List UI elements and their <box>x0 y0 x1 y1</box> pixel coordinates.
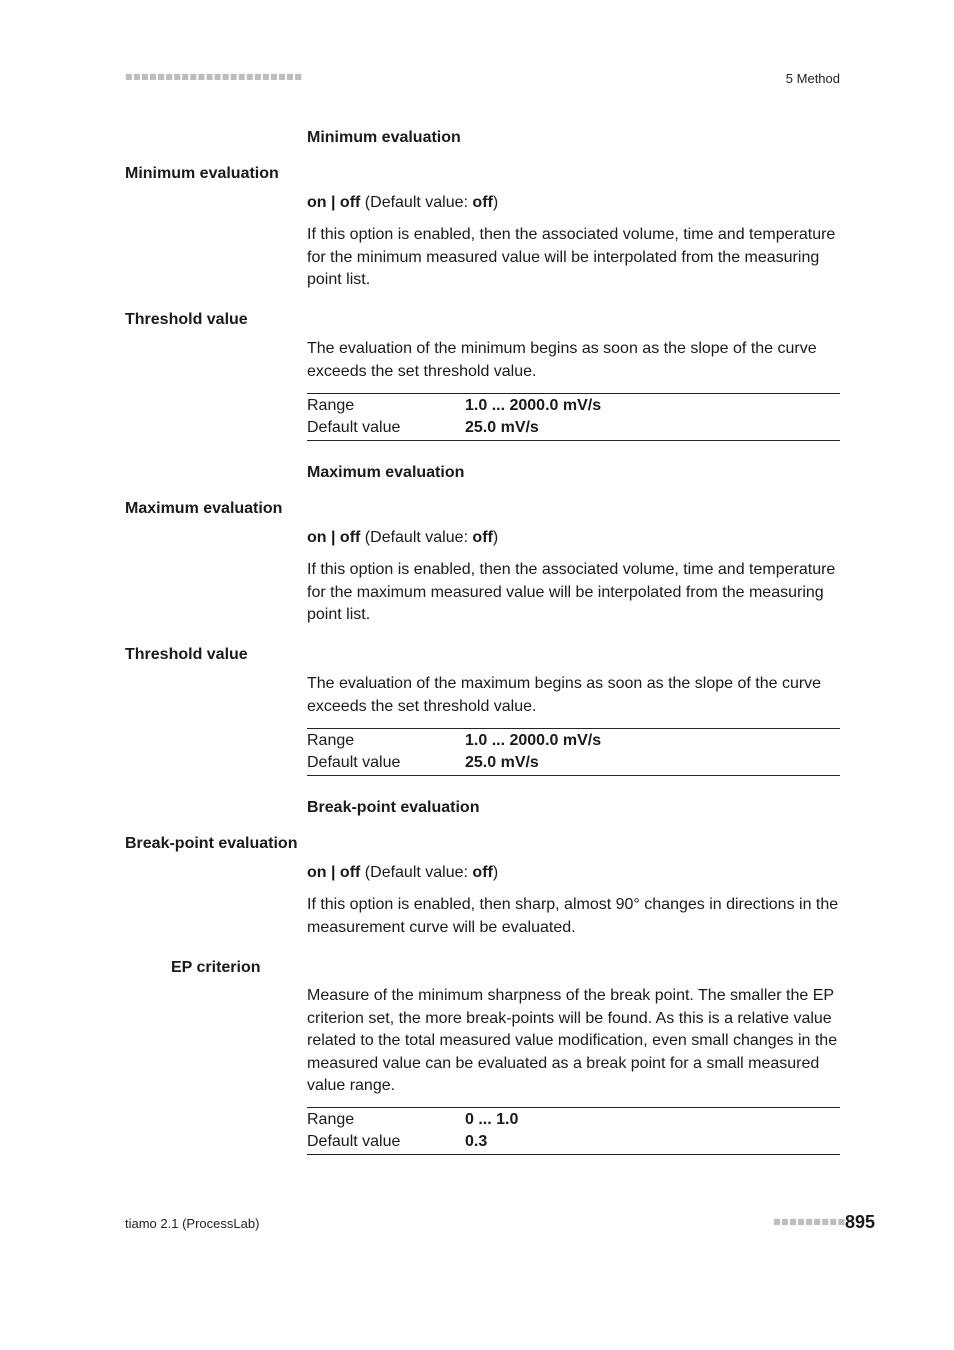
description-maximum: If this option is enabled, then the associated volume, time and temperature for the maximum measured value will be interpolated from the measuring point list. <box>307 561 836 623</box>
default-option-value: off <box>472 194 493 211</box>
default-option-value: off <box>472 529 493 546</box>
description-ep-criterion: Measure of the minimum sharpness of the break point. The smaller the EP criterion set, the more break-points will be found. As this is a relative value related to the total measured value modification, even small changes in the measured value can be evaluated as a break point for a small measured value range. <box>307 987 838 1094</box>
default-key: Default value <box>307 419 401 436</box>
header-decoration: ■■■■■■■■■■■■■■■■■■■■■■ <box>125 72 303 81</box>
param-label-maximum-evaluation: Maximum evaluation <box>125 500 283 517</box>
option-line-minimum <box>307 192 842 215</box>
range-value: 0 ... 1.0 <box>465 1111 519 1128</box>
default-key: Default value <box>307 1133 401 1150</box>
option-off: off <box>339 194 361 211</box>
param-label-threshold-minimum: Threshold value <box>125 311 248 328</box>
default-prefix: (Default value: <box>360 864 473 881</box>
option-separator: | <box>326 529 340 546</box>
default-suffix: ) <box>492 864 499 881</box>
param-label-threshold-maximum: Threshold value <box>125 646 248 663</box>
default-key: Default value <box>307 754 401 771</box>
range-key: Range <box>307 1111 355 1128</box>
description-threshold-minimum: The evaluation of the minimum begins as soon as the slope of the curve exceeds the set threshold value. <box>307 340 817 380</box>
option-line-breakpoint <box>307 862 842 885</box>
footer-decoration: ■■■■■■■■■ <box>773 1217 846 1226</box>
page-number: 895 <box>845 1212 876 1232</box>
option-separator: | <box>326 194 340 211</box>
param-label-ep-criterion: EP criterion <box>171 959 261 976</box>
description-breakpoint: If this option is enabled, then sharp, almost 90° changes in directions in the measurement curve will be evaluated. <box>307 896 839 936</box>
table-row <box>307 729 840 753</box>
option-on: on <box>307 529 327 546</box>
default-value: 25.0 mV/s <box>465 419 539 436</box>
chapter-title: 5 Method <box>785 71 840 86</box>
range-value: 1.0 ... 2000.0 mV/s <box>465 397 602 414</box>
table-row <box>307 1131 840 1155</box>
table-row <box>307 394 840 418</box>
option-off: off <box>339 864 361 881</box>
option-off: off <box>339 529 361 546</box>
section-heading-breakpoint: Break-point evaluation <box>307 799 480 816</box>
value-table-ep-criterion <box>307 1107 840 1155</box>
default-value: 25.0 mV/s <box>465 754 539 771</box>
param-label-breakpoint-evaluation: Break-point evaluation <box>125 835 298 852</box>
option-on: on <box>307 864 327 881</box>
range-value: 1.0 ... 2000.0 mV/s <box>465 732 602 749</box>
value-table-threshold-minimum <box>307 393 840 441</box>
description-threshold-maximum: The evaluation of the maximum begins as soon as the slope of the curve exceeds the set threshold value. <box>307 675 822 715</box>
option-on: on <box>307 194 327 211</box>
default-suffix: ) <box>492 529 499 546</box>
footer-product-name: tiamo 2.1 (ProcessLab) <box>125 1216 260 1231</box>
range-key: Range <box>307 732 355 749</box>
default-prefix: (Default value: <box>360 194 473 211</box>
default-prefix: (Default value: <box>360 529 473 546</box>
option-separator: | <box>326 864 340 881</box>
description-minimum: If this option is enabled, then the associated volume, time and temperature for the minimum measured value will be interpolated from the measuring point list. <box>307 226 836 288</box>
table-row <box>307 417 840 441</box>
option-line-maximum <box>307 527 842 550</box>
section-heading-maximum: Maximum evaluation <box>307 464 465 481</box>
range-key: Range <box>307 397 355 414</box>
section-heading-minimum: Minimum evaluation <box>307 129 461 146</box>
default-value: 0.3 <box>465 1133 488 1150</box>
param-label-minimum-evaluation: Minimum evaluation <box>125 165 279 182</box>
table-row <box>307 1108 840 1132</box>
default-suffix: ) <box>492 194 499 211</box>
value-table-threshold-maximum <box>307 728 840 776</box>
table-row <box>307 752 840 776</box>
default-option-value: off <box>472 864 493 881</box>
